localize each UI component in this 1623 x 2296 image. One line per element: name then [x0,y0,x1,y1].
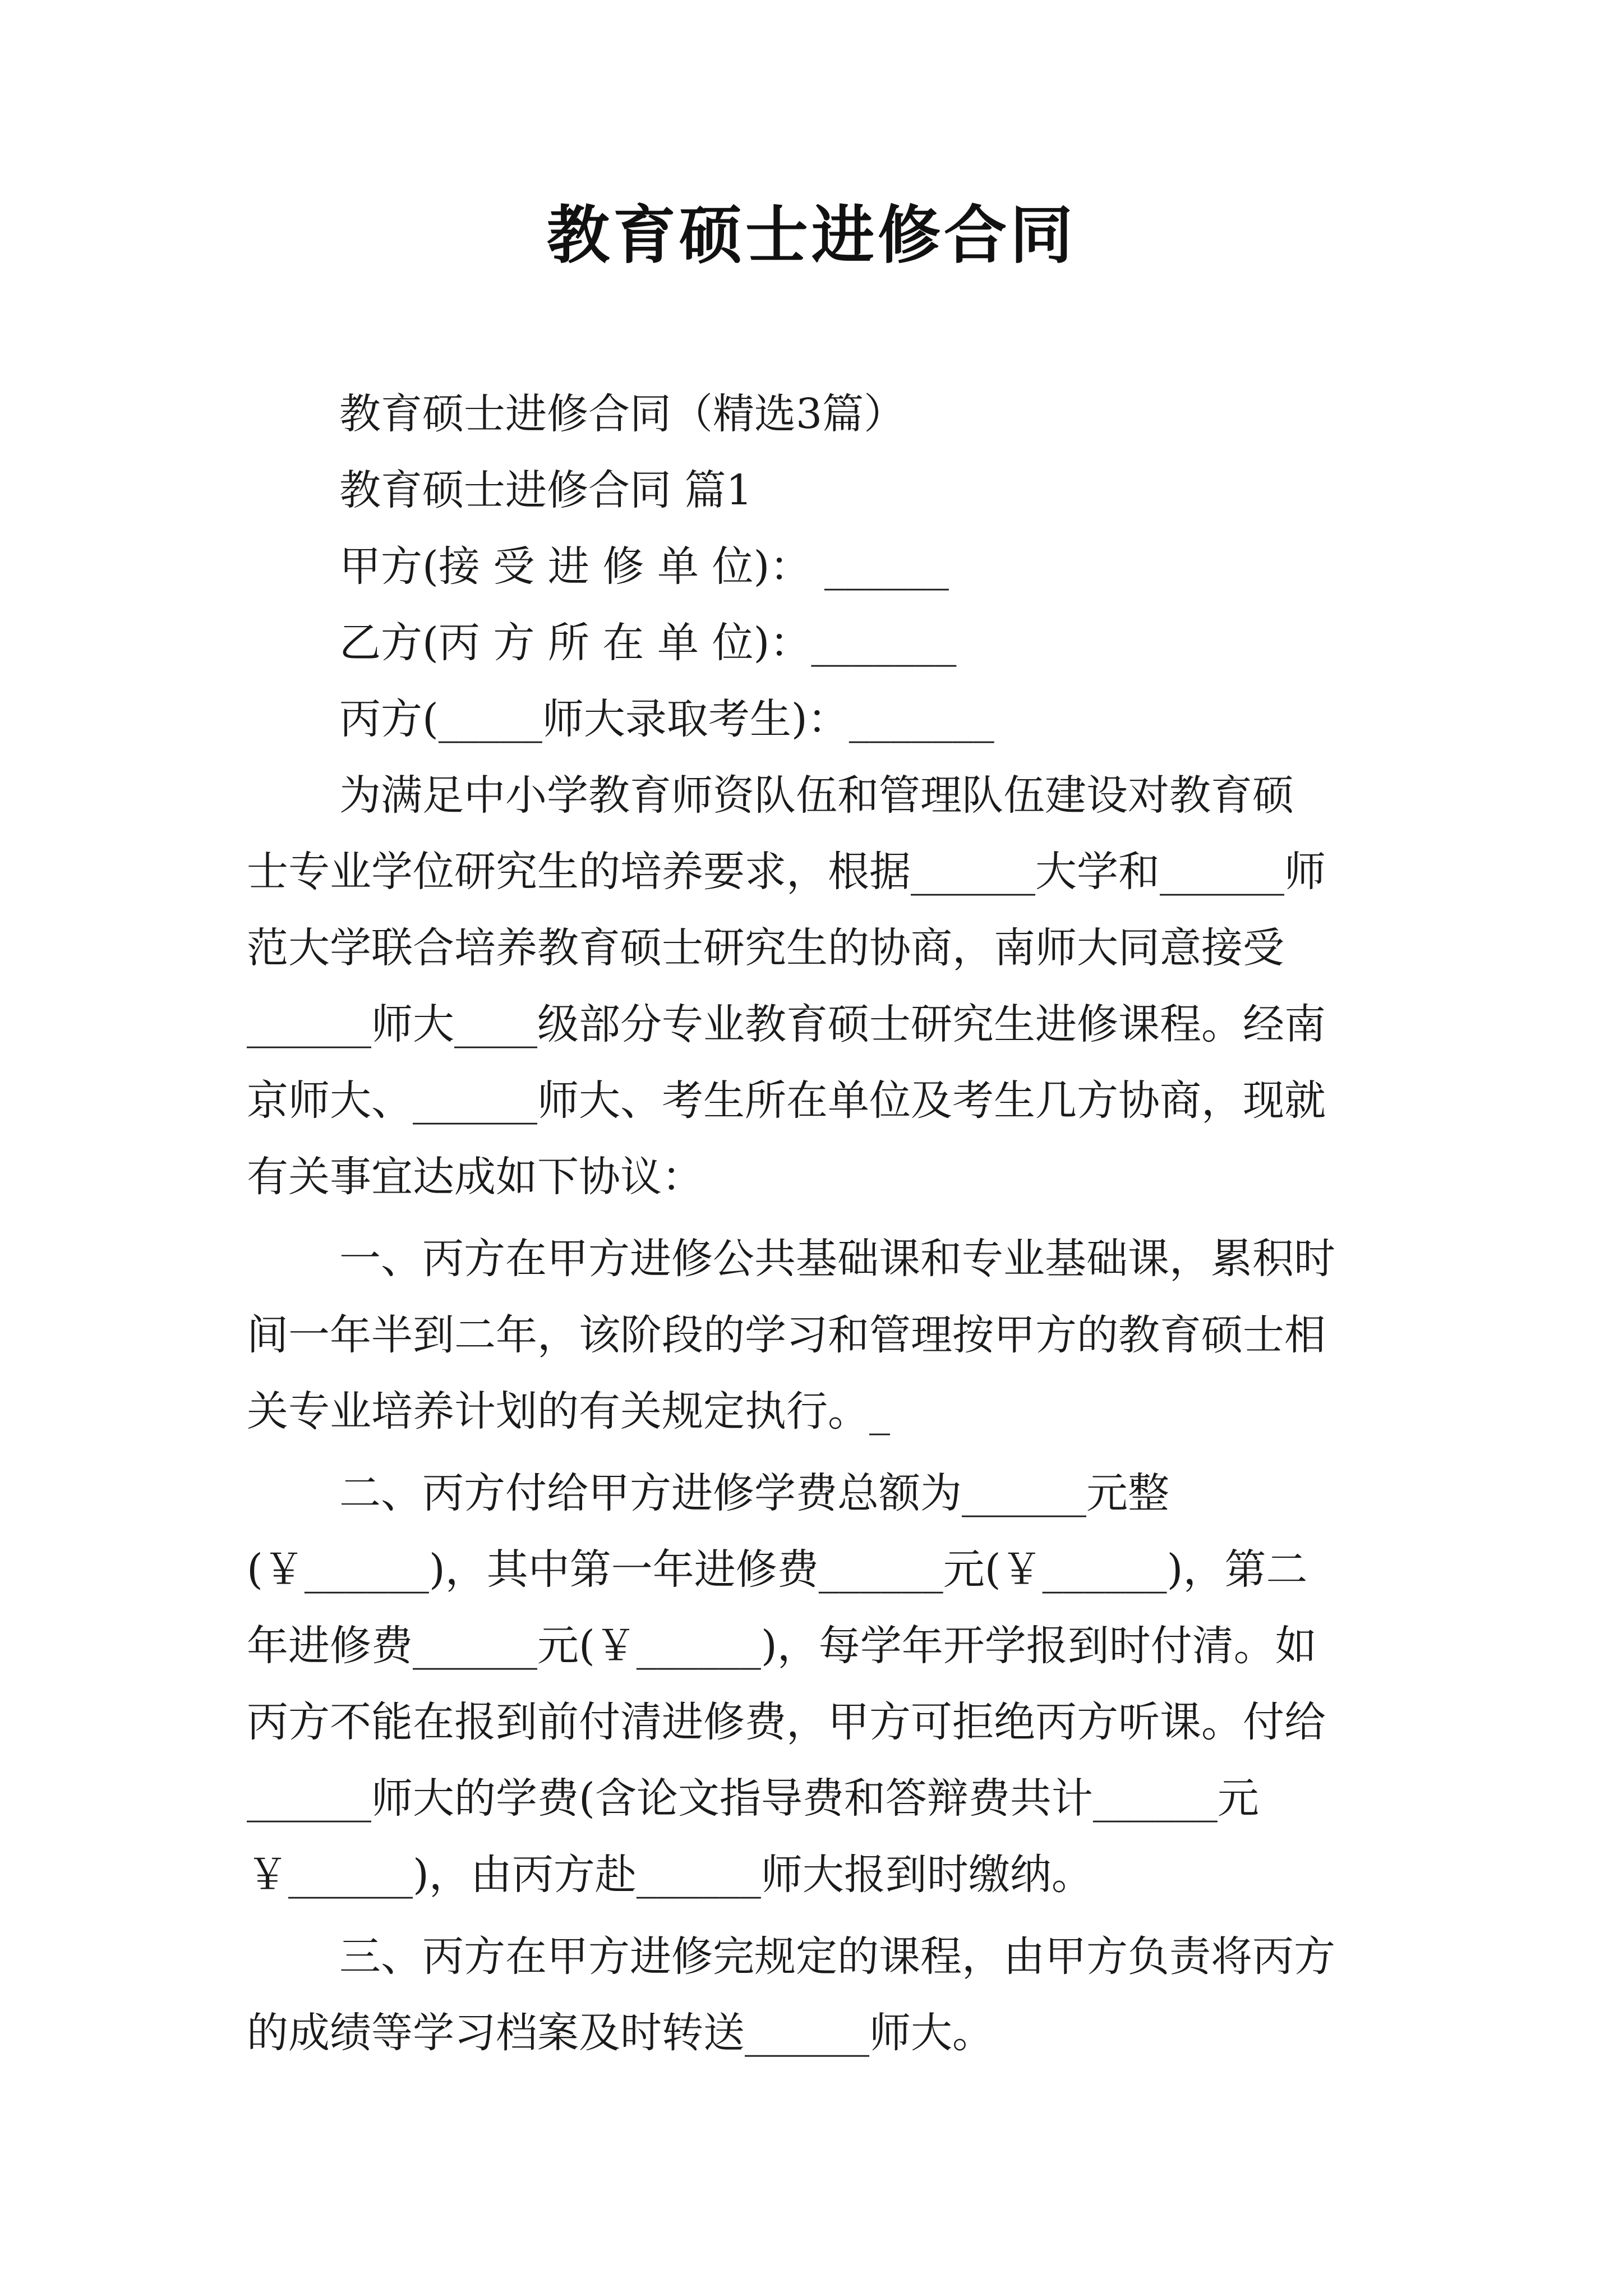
party-b-line: 乙方(丙 方 所 在 单 位)：_______ [339,619,957,667]
party-c-line: 丙方(_____师大录取考生)：_______ [339,695,994,743]
document-body [247,376,1391,2071]
intro-line-1: 为满足中小学教育师资队伍和管理队伍建设对教育硕 [339,771,1294,820]
party-a-line: 甲方(接 受 进 修 单 位)： ______ [339,542,949,591]
clause-2-line-3: 年进修费______元(￥______)，每学年开学报到时付清。如 [247,1622,1317,1670]
clause-2-line-1: 二、丙方付给甲方进修学费总额为______元整 [339,1469,1169,1517]
document-title: 教育硕士进修合同 [547,199,1076,272]
section-heading: 教育硕士进修合同 篇1 [339,466,753,514]
clause-3-line-2: 的成绩等学习档案及时转送______师大。 [247,2009,994,2057]
clause-2-line-2: (￥______)，其中第一年进修费______元(￥______)，第二 [247,1545,1308,1594]
intro-line-5: 京师大、______师大、考生所在单位及考生几方协商，现就 [247,1076,1326,1125]
clause-3-line-1: 三、丙方在甲方进修完规定的课程，由甲方负责将丙方 [339,1932,1335,1981]
clause-1-line-1: 一、丙方在甲方进修公共基础课和专业基础课，累积时 [339,1235,1335,1283]
clause-1-line-2: 间一年半到二年，该阶段的学习和管理按甲方的教育硕士相 [247,1311,1326,1359]
intro-line-3: 范大学联合培养教育硕士研究生的协商，南师大同意接受 [247,924,1284,972]
clause-2-line-6: ￥______)，由丙方赴______师大报到时缴纳。 [247,1851,1093,1899]
clause-2-line-5: ______师大的学费(含论文指导费和答辩费共计______元 [247,1774,1259,1823]
clause-1-line-3: 关专业培养计划的有关规定执行。_ [247,1387,890,1435]
clause-2-line-4: 丙方不能在报到前付清进修费，甲方可拒绝丙方听课。付给 [247,1698,1326,1746]
subtitle-line: 教育硕士进修合同（精选3篇） [339,390,906,438]
intro-line-6: 有关事宜达成如下协议： [247,1153,703,1201]
intro-line-2: 士专业学位研究生的培养要求，根据______大学和______师 [247,848,1326,896]
intro-line-4: ______师大____级部分专业教育硕士研究生进修课程。经南 [247,1000,1326,1048]
